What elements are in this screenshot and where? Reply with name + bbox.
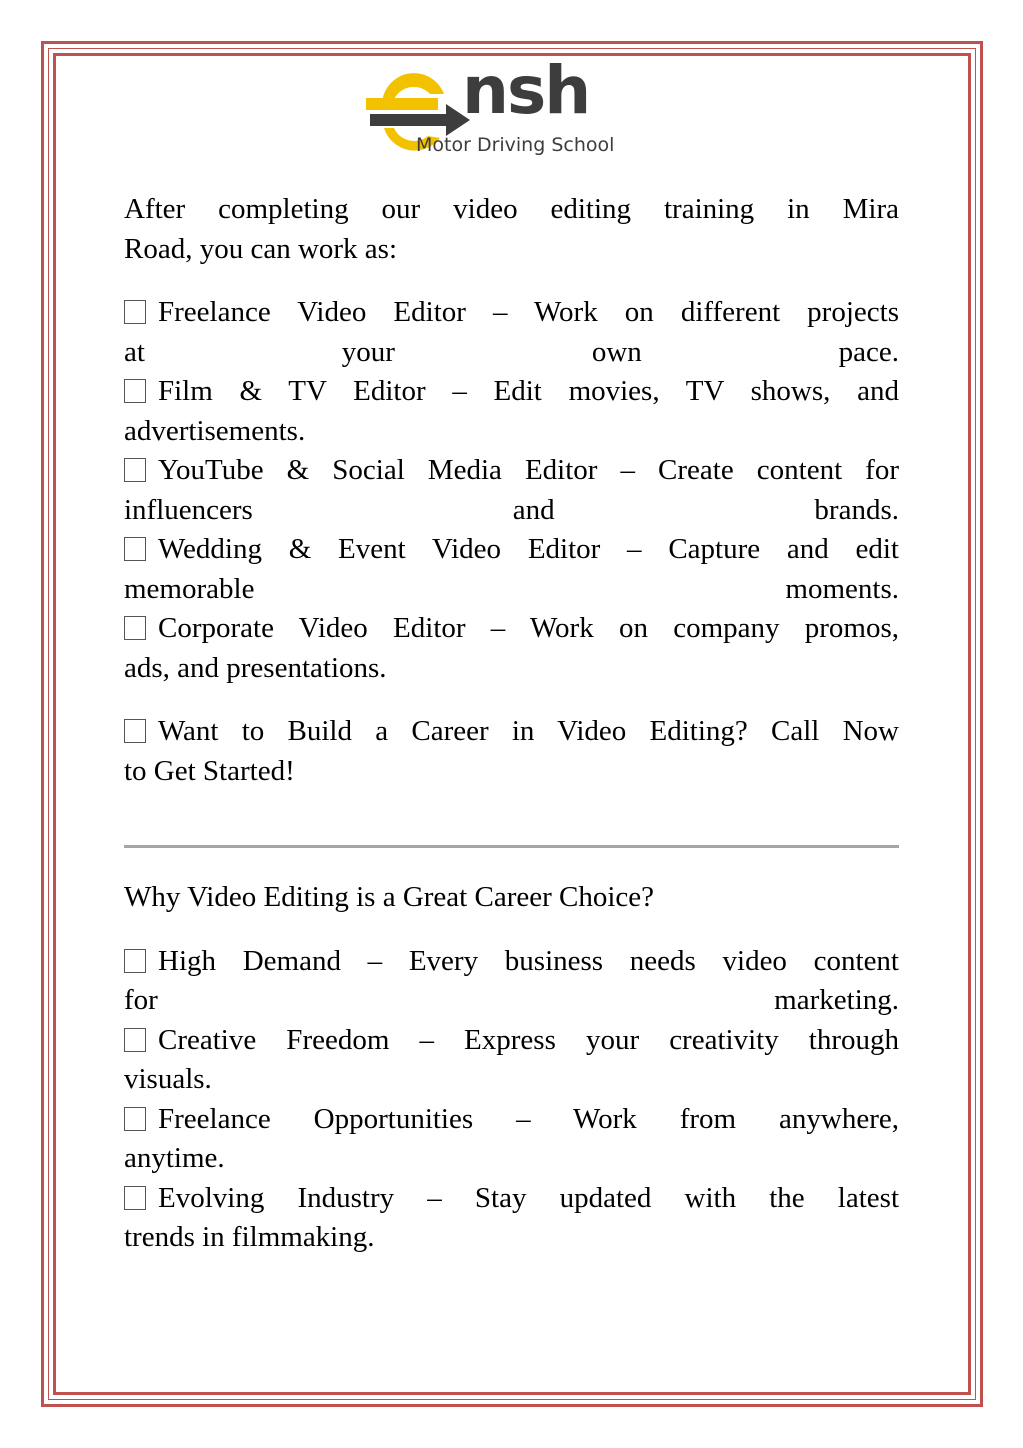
list-item: Film & TV Editor – Edit movies, TV shows, and advertisements. [124, 375, 899, 447]
logo-tagline: Motor Driving School [416, 134, 615, 156]
why-list [124, 942, 899, 1258]
call-to-action: Want to Build a Career in Video Editing? Call Now to Get Started! [124, 715, 899, 787]
missing-glyph-icon [124, 1028, 146, 1052]
intro-paragraph [124, 190, 899, 269]
document-body [124, 190, 899, 1258]
list-item: Freelance Video Editor – Work on different projects at your own pace. [124, 296, 899, 368]
list-item: Creative Freedom – Express your creativity through visuals. [124, 1023, 899, 1095]
list-item: Freelance Opportunities – Work from anywhere, anytime. [124, 1102, 899, 1174]
missing-glyph-icon [124, 379, 146, 403]
list-item: Evolving Industry – Stay updated with the latest trends in filmmaking. [124, 1181, 899, 1253]
list-item: Wedding & Event Video Editor – Capture and edit memorable moments. [124, 533, 899, 605]
list-item: High Demand – Every business needs video content for marketing. [124, 944, 899, 1016]
list-item: Corporate Video Editor – Work on company promos, ads, and presentations. [124, 612, 899, 684]
list-item: YouTube & Social Media Editor – Create content for influencers and brands. [124, 454, 899, 526]
section-heading: Why Video Editing is a Great Career Choice? [124, 881, 655, 913]
intro-line: Road, you can work as: [124, 232, 398, 265]
missing-glyph-icon [124, 719, 146, 743]
missing-glyph-icon [124, 949, 146, 973]
missing-glyph-icon [124, 616, 146, 640]
logo [362, 52, 642, 162]
careers-list [124, 293, 899, 688]
intro-line: After completing our video editing training in Mira [124, 193, 899, 225]
horizontal-divider [124, 845, 899, 848]
missing-glyph-icon [124, 1107, 146, 1131]
missing-glyph-icon [124, 458, 146, 482]
missing-glyph-icon [124, 300, 146, 324]
logo-wordmark: nsh [462, 52, 590, 129]
missing-glyph-icon [124, 1186, 146, 1210]
missing-glyph-icon [124, 537, 146, 561]
